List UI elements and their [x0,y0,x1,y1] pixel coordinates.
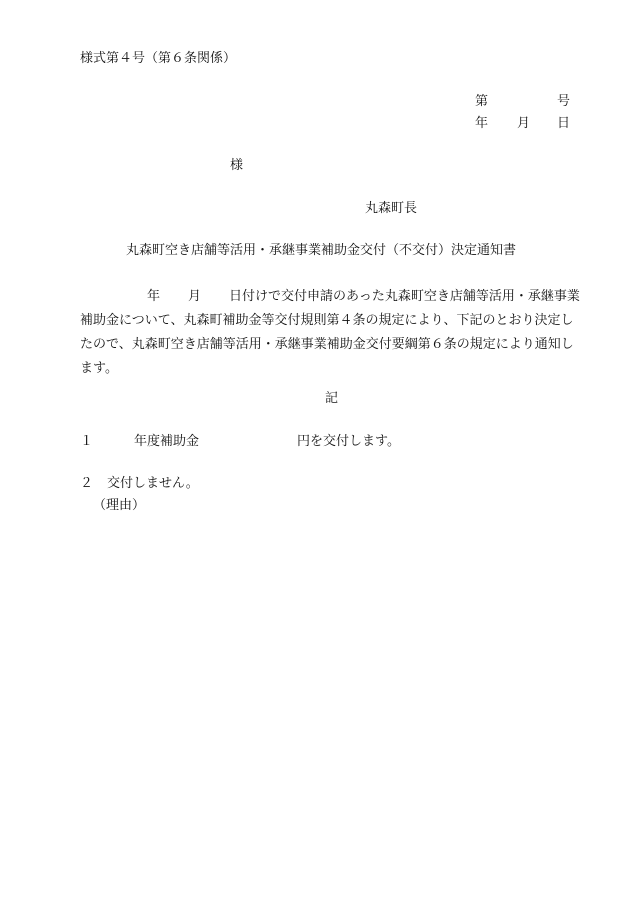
ki-heading: 記 [325,391,339,406]
item-2-number: ２ [80,476,94,491]
item-1-label: 年度補助金 [134,434,200,449]
date-year: 年 [475,116,489,131]
item-2-text: 交付しません。 [107,476,199,491]
number-suffix: 号 [557,94,571,109]
document-title: 丸森町空き店舗等活用・承継事業補助金交付（不交付）決定通知書 [126,243,517,258]
item-2-reason: （理由） [93,498,146,513]
body-month: 月 [188,289,202,304]
addressee-suffix: 様 [230,158,244,173]
body-year: 年 [147,289,161,304]
body-paragraph [80,285,585,381]
number-prefix: 第 [475,94,489,109]
body-text: 日付けで交付申請のあった丸森町空き店舗等活用・承継事業補助金について、丸森町補助金等交付規則第４条の規定により、下記のとおり決定したので、丸森町空き店舗等活用・承継事業補助金交付要綱第６条の規定により通知します。 [80,289,580,376]
item-1-suffix: 円を交付します。 [297,434,400,449]
sender: 丸森町長 [365,201,418,216]
date-day: 日 [557,116,571,131]
form-label: 様式第４号（第６条関係） [80,51,237,66]
item-1-number: １ [80,434,94,449]
date-month: 月 [517,116,531,131]
